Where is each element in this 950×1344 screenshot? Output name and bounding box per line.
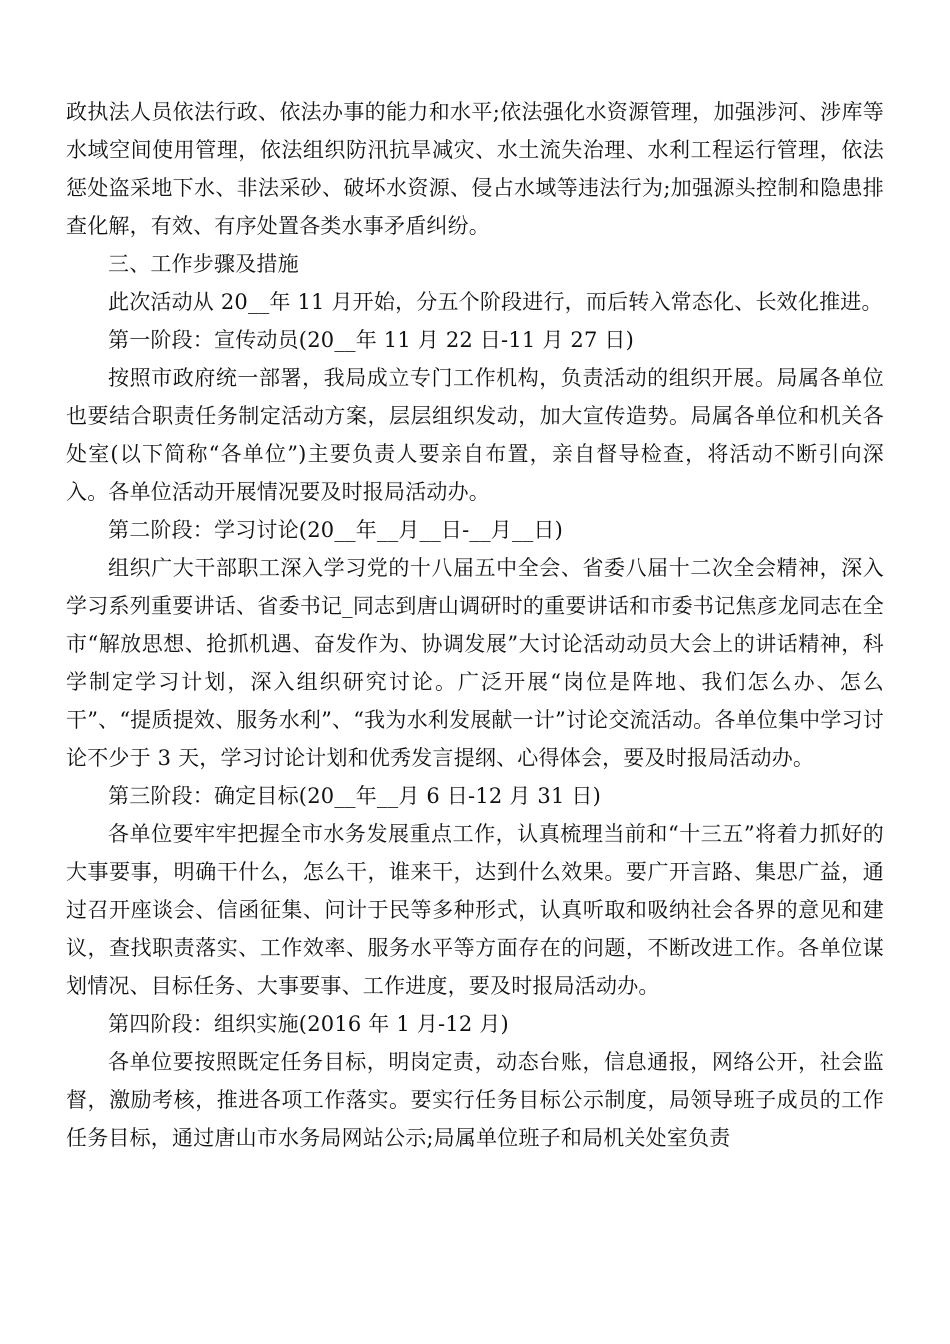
stage-3-body: 各单位要牢牢把握全市水务发展重点工作，认真梳理当前和“十三五”将着力抓好的大事要事，明确干什么，怎么干，谁来干，达到什么效果。要广开言路、集思广益，通过召开座谈会、信函征集、问计于民等多种形式，认真听取和吸纳社会各界的意见和建议，查找职责落实、工作效率、服务水平等方面存在的问题，不断改进工作。各单位谋划情况、目标任务、大事要事、工作进度，要及时报局活动办。 bbox=[66, 822, 884, 998]
stage-2-heading: 第二阶段：学习讨论(20__年__月__日-__月__日) bbox=[108, 518, 564, 542]
paragraph-continuation: 政执法人员依法行政、依法办事的能力和水平;依法强化水资源管理，加强涉河、涉库等水域空间使用管理，依法组织防汛抗旱减灾、水土流失治理、水利工程运行管理，依法惩处盗采地下水、非法采砂、破坏水资源、侵占水域等违法行为;加强源头控制和隐患排查化解，有效、有序处置各类水事矛盾纠纷。 bbox=[66, 100, 884, 238]
paragraph-overview: 此次活动从 20__年 11 月开始，分五个阶段进行，而后转入常态化、长效化推进。 bbox=[108, 290, 883, 314]
stage-4-heading: 第四阶段：组织实施(2016 年 1 月-12 月) bbox=[108, 1012, 509, 1036]
stage-4-body: 各单位要按照既定任务目标，明岗定责，动态台账，信息通报，网络公开，社会监督，激励考核，推进各项工作落实。要实行任务目标公示制度，局领导班子成员的工作任务目标，通过唐山市水务局网站公示;局属单位班子和局机关处室负责 bbox=[66, 1050, 884, 1150]
stage-1-body: 按照市政府统一部署，我局成立专门工作机构，负责活动的组织开展。局属各单位也要结合职责任务制定活动方案，层层组织发动，加大宣传造势。局属各单位和机关各处室(以下简称“各单位”)主要负责人要亲自布置，亲自督导检查，将活动不断引向深入。各单位活动开展情况要及时报局活动办。 bbox=[66, 366, 884, 504]
stage-3-heading: 第三阶段：确定目标(20__年__月 6 日-12 月 31 日) bbox=[108, 784, 601, 808]
stage-1-heading: 第一阶段：宣传动员(20__年 11 月 22 日-11 月 27 日) bbox=[108, 328, 635, 352]
stage-2-body: 组织广大干部职工深入学习党的十八届五中全会、省委八届十二次全会精神，深入学习系列重要讲话、省委书记_同志到唐山调研时的重要讲话和市委书记焦彦龙同志在全市“解放思想、抢抓机遇、奋发作为、协调发展”大讨论活动动员大会上的讲话精神，科学制定学习计划，深入组织研究讨论。广泛开展“岗位是阵地、我们怎么办、怎么干”、“提质提效、服务水利”、“我为水利发展献一计”讨论交流活动。各单位集中学习讨论不少于 3 天，学习讨论计划和优秀发言提纲、心得体会，要及时报局活动办。 bbox=[66, 556, 884, 770]
section-heading-steps: 三、工作步骤及措施 bbox=[108, 252, 299, 276]
